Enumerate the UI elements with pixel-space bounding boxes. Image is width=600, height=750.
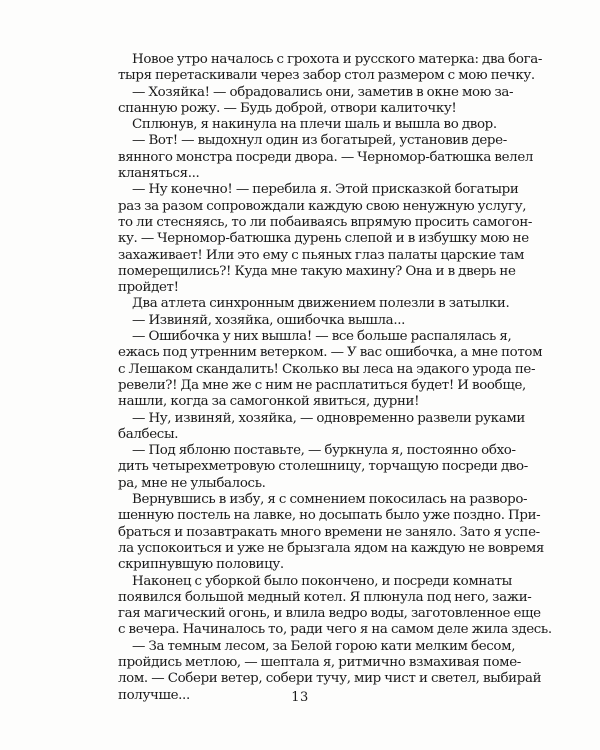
text-line: дить четырехметровую столешницу, торчащую посреди дво- <box>118 459 528 475</box>
text-line: ра, мне не улыбалось. <box>118 475 266 491</box>
text-line: раз за разом сопровождали каждую свою ненужную услугу, <box>118 198 527 214</box>
text-line: лом. — Собери ветер, собери тучу, мир чист и светел, выбирай <box>118 671 542 687</box>
text-line: померещились?! Куда мне такую махину? Она и в дверь не <box>118 263 516 279</box>
body-text <box>118 52 552 704</box>
text-line: гая магический огонь, и влила ведро воды, заготовленное еще <box>118 606 541 622</box>
text-line: с Лешаком скандалить! Сколько вы леса на эдакого урода пе- <box>118 361 536 377</box>
text-line: то ли стесняясь, то ли побаиваясь впрямую просить самогон- <box>118 214 533 230</box>
text-line: Сплюнув, я накинула на плечи шаль и вышла во двор. <box>132 117 497 133</box>
text-line: появился большой медный котел. Я плюнула под него, зажи- <box>118 589 532 605</box>
text-line: получше... <box>118 687 190 703</box>
text-line: — Под яблоню поставьте, — буркнула я, постоянно обхо- <box>132 443 516 459</box>
text-line: вянного монстра посреди двора. — Черномор-батюшка велел <box>118 149 534 165</box>
text-line: нашли, когда за самогонкой явиться, дурни! <box>118 394 420 410</box>
text-line: — Ну, извиняй, хозяйка, — одновременно развели руками <box>132 410 525 426</box>
text-line: шенную постель на лавке, но досыпать было уже поздно. При- <box>118 508 541 524</box>
text-line: Наконец с уборкой было покончено, и посреди комнаты <box>132 573 512 589</box>
text-line: с вечера. Начиналось то, ради чего я на самом деле жила здесь. <box>118 622 552 638</box>
text-line: — Ошибочка у них вышла! — все больше распалялась я, <box>132 329 512 345</box>
text-line: Вернувшись в избу, я с сомнением покосилась на разворо- <box>132 492 528 508</box>
text-line: ревели?! Да мне же с ним не расплатиться будет! И вообще, <box>118 377 526 393</box>
text-line: — Извиняй, хозяйка, ошибочка вышла... <box>132 312 406 328</box>
text-line: — За темным лесом, за Белой горою кати мелким бесом, <box>132 638 516 654</box>
text-line: ежась под утренним ветерком. — У вас ошибочка, а мне потом <box>118 345 543 361</box>
page-number: 13 <box>291 690 309 705</box>
text-line: спанную рожу. — Будь доброй, отвори калиточку! <box>118 100 457 116</box>
text-line: пройдет! <box>118 280 179 296</box>
text-line: тыря перетаскивали через забор стол размером с мою печку. <box>118 68 535 84</box>
text-line: ку. — Черномор-батюшка дурень слепой и в избушку мою не <box>118 231 529 247</box>
text-line: Два атлета синхронным движением полезли в затылки. <box>132 296 510 312</box>
text-line: ла успокоиться и уже не брызгала ядом на каждую не вовремя <box>118 540 544 556</box>
text-line: — Вот! — выдохнул один из богатырей, установив дере- <box>132 133 507 149</box>
text-line: захаживает! Или это ему с пьяных глаз палаты царские там <box>118 247 525 263</box>
text-line: — Хозяйка! — обрадовались они, заметив в окне мою за- <box>132 84 514 100</box>
text-line: кланяться... <box>118 166 200 182</box>
text-line: браться и позавтракать много времени не заняло. Зато я успе- <box>118 524 540 540</box>
text-line: Новое утро началось с грохота и русского матерка: два бога- <box>132 52 543 67</box>
text-line: балбесы. <box>118 426 179 442</box>
text-line: пройдись метлою, — шептала я, ритмично взмахивая поме- <box>118 654 521 670</box>
text-line: скрипнувшую половицу. <box>118 557 284 573</box>
text-line: — Ну конечно! — перебила я. Этой присказкой богатыри <box>132 182 519 198</box>
